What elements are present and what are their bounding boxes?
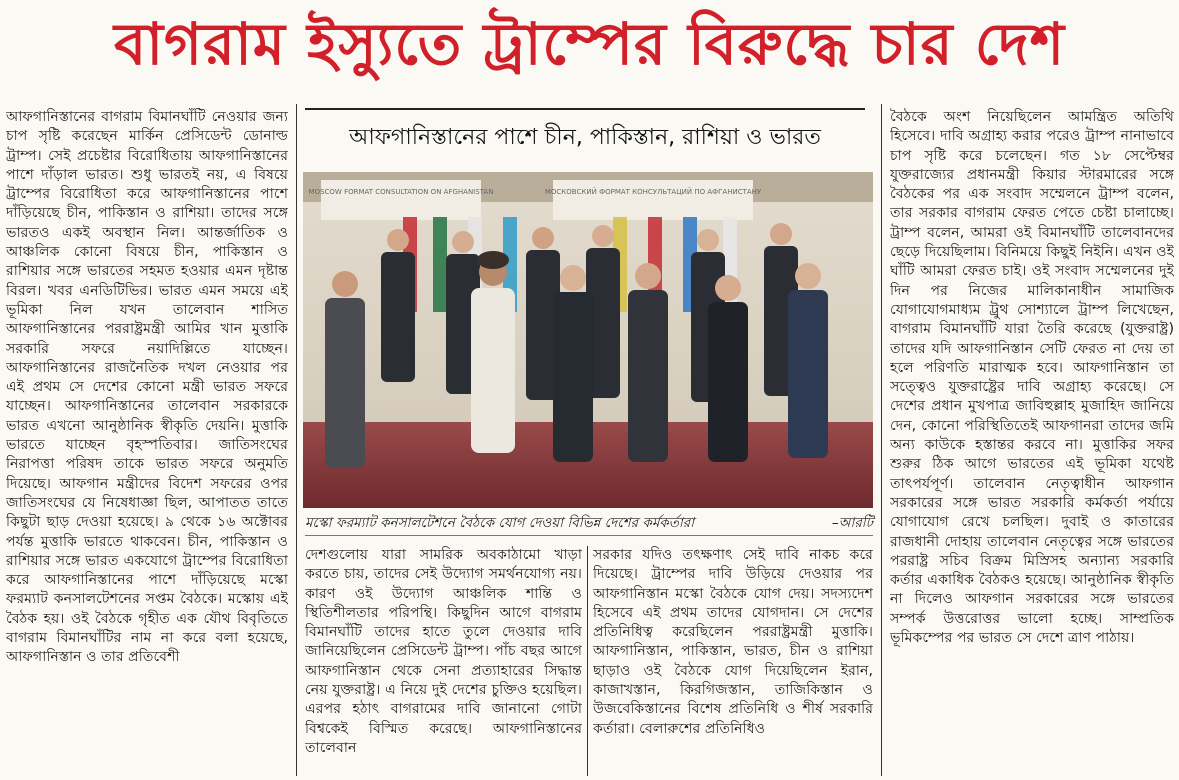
- column-2-text: দেশগুলোয় যারা সামরিক অবকাঠামো খাড়া করতে চায়, তাদের সেই উদ্যোগ সমর্থনযোগ্য নয়। কারণ ওই উদ্যোগ আঞ্চলিক শান্তি ও স্থিতিশীলতার পরিপন্থি। কিছুদিন আগে বাগরাম বিমানঘাঁটি তাদের হাতে তুলে দেওয়ার দাবি জানিয়েছিলেন প্রেসিডেন্ট ট্রাম্প। পাঁচ বছর আগে আফগানিস্তান থেকে সেনা প্রত্যাহারের সিদ্ধান্ত নেয় যুক্তরাষ্ট্র। এ নিয়ে দুই দেশের চুক্তিও হয়েছিল। এরপর হঠাৎ বাগরামের দাবি জানানো গোটা বিশ্বকেই বিস্মিত করেছে। আফগানিস্তানের তালেবান: [305, 547, 582, 756]
- column-divider: [881, 104, 882, 776]
- caption-text: মস্কো ফরম্যাট কনসালটেশনে বৈঠকে যোগ দেওয়া বিভিন্ন দেশের কর্মকর্তারা: [305, 514, 695, 531]
- article-column-2: [305, 546, 582, 776]
- group-photo-illustration: [303, 172, 873, 508]
- backdrop-text-en: MOSCOW FORMAT CONSULTATION ON AFGHANISTAN: [308, 188, 494, 196]
- caption-credit: –আরটি: [831, 514, 873, 531]
- article-column-3: [593, 546, 873, 776]
- news-photo: [303, 172, 873, 508]
- backdrop-text-ru: МОСКОВСКИЙ ФОРМАТ КОНСУЛЬТАЦИЙ ПО АФГАНИСТАНУ: [544, 188, 762, 196]
- subheadline: আফগানিস্তানের পাশে চীন, পাকিস্তান, রাশিয়া ও ভারত: [349, 124, 821, 150]
- photo-caption: [305, 511, 873, 536]
- column-divider: [587, 546, 588, 776]
- article-column-4: [890, 108, 1174, 776]
- column-divider: [296, 104, 297, 776]
- column-4-text: বৈঠকে অংশ নিয়েছিলেন আমন্ত্রিত অতিথি হিসেবে। দাবি অগ্রাহ্য করার পরেও ট্রাম্প নানাভাবে চাপ সৃষ্টি করে চলেছেন। গত ১৮ সেপ্টেম্বর যুক্তরাজ্যের প্রধানমন্ত্রী কিয়ার স্টারমারের সঙ্গে বৈঠকের পর এক সংবাদ সম্মেলনে ট্রাম্প বলেন, তার সরকার বাগরাম ফেরত পেতে চেষ্টা চালাচ্ছে। ট্রাম্প বলেন, আমরা ওই বিমানঘাঁটি তালেবানদের ছেড়ে দিয়েছিলাম। বিনিময়ে কিছুই নিইনি। এখন ওই ঘাঁটি আমরা ফেরত চাই। ওই সংবাদ সম্মেলনের দুই দিন পর নিজের মালিকানাধীন সামাজিক যোগাযোগমাধ্যম ট্রুথ সোশ্যালে ট্রাম্প লিখেছেন, বাগরাম বিমানঘাঁটি যারা তৈরি করেছে (যুক্তরাষ্ট্র) তাদের যদি আফগানিস্তান সেটি ফেরত না দেয় তা হলে পরিণতি মারাত্মক হবে। আফগানিস্তান তা সত্ত্বেও যুক্তরাষ্ট্রের দাবি অগ্রাহ্য করেছে। সে দেশের প্রধান মুখপাত্র জাবিহুল্লাহ মুজাহিদ জানিয়ে দেন, কোনো পরিস্থিতিতেই আফগানরা তাদের জমি অন্য কাউকে হস্তান্তর করবে না। মুত্তাকির সফর শুরুর ঠিক আগে ভারতের এই ভূমিকা যথেষ্ট তাৎপর্যপূর্ণ। তালেবান নেতৃত্বাধীন আফগান সরকারের সঙ্গে ভারত সরকারি কর্মকর্তা পর্যায়ে যোগাযোগ রেখে চলছিল। দুবাই ও কাতারের রাজধানী দোহায় তালেবান নেতৃত্বের সঙ্গে ভারতের পররাষ্ট্র সচিব বিক্রম মিস্রিসহ অন্যান্য সরকারি কর্তার একাধিক বৈঠকও হয়েছে। আনুষ্ঠানিক স্বীকৃতি না দিলেও আফগান সরকারের সঙ্গে ভারতের সম্পর্ক উত্তরোত্তর ভালো হচ্ছে। সাম্প্রতিক ভূমিকম্পের পর ভারত সে দেশে ত্রাণ পাঠায়।: [890, 109, 1174, 647]
- article-column-1: [6, 108, 288, 776]
- subheadline-box: [305, 108, 865, 166]
- column-1-text: আফগানিস্তানের বাগরাম বিমানঘাঁটি নেওয়ার জন্য চাপ সৃষ্টি করেছেন মার্কিন প্রেসিডেন্ট ডোনাল্ড ট্রাম্প। সেই প্রচেষ্টার বিরোধিতায় আফগানিস্তানের পাশে দাঁড়াল ভারত। শুধু ভারতই নয়, এ বিষয়ে ট্রাম্পের বিরোধিতা করে আফগানিস্তানের পাশে দাঁড়িয়েছে চীন, পাকিস্তান ও রাশিয়া। তাদের সঙ্গে ভারতও একই অবস্থান নিল। আন্তর্জাতিক ও আঞ্চলিক কোনো বিষয়ে চীন, পাকিস্তান ও রাশিয়ার সঙ্গে ভারতের সহমত হওয়ার এমন দৃষ্টান্ত বিরল। খবর এনডিটিভির। ভারত এমন সময়ে এই ভূমিকা নিল যখন তালেবান শাসিত আফগানিস্তানের পররাষ্ট্রমন্ত্রী আমির খান মুত্তাকি সরকারি সফরে নয়াদিল্লিতে যাচ্ছেন। আফগানিস্তানের রাজনৈতিক দখল নেওয়ার পর এই প্রথম সে দেশের কোনো মন্ত্রী ভারত সফরে যাচ্ছেন। আফগানিস্তানের তালেবান সরকারকে ভারত এখনো আনুষ্ঠানিক স্বীকৃতি দেয়নি। মুত্তাকি ভারতে যাচ্ছেন বৃহস্পতিবার। জাতিসংঘের নিরাপত্তা পরিষদ তাকে ভারত সফরে অনুমতি দিয়েছে। আফগান মন্ত্রীদের বিদেশ সফরের ওপর জাতিসংঘের যে নিষেধাজ্ঞা ছিল, আপাতত তাতে কিছুটা ছাড় দেওয়া হয়েছে। ৯ থেকে ১৬ অক্টোবর পর্যন্ত মুত্তাকি ভারতে থাকবেন। চীন, পাকিস্তান ও রাশিয়ার সঙ্গে ভারত একযোগে ট্রাম্পের বিরোধিতা করে আফগানিস্তানের পাশে দাঁড়িয়েছে মস্কো ফরম্যাট কনসালটেশনের সপ্তম বৈঠকে। মস্কোয় এই বৈঠক হয়। ওই বৈঠকে গৃহীত এক যৌথ বিবৃতিতে বাগরাম বিমানঘাঁটির নাম না করে বলা হয়েছে, আফগানিস্তান ও তার প্রতিবেশী: [6, 109, 288, 666]
- headline: বাগরাম ইস্যুতে ট্রাম্পের বিরুদ্ধে চার দেশ: [113, 9, 1066, 78]
- column-3-text: সরকার যদিও তৎক্ষণাৎ সেই দাবি নাকচ করে দিয়েছে। ট্রাম্পের দাবি উড়িয়ে দেওয়ার পর আফগানিস্তান মস্কো বৈঠকে যোগ দেয়। সদস্যদেশ হিসেবে এই প্রথম তাদের যোগদান। সে দেশের প্রতিনিধিত্ব করেছিলেন পররাষ্ট্রমন্ত্রী মুত্তাকি। আফগানিস্তান, পাকিস্তান, ভারত, চীন ও রাশিয়া ছাড়াও ওই বৈঠকে যোগ দিয়েছিলেন ইরান, কাজাখস্তান, কিরগিজস্তান, তাজিকিস্তান ও উজবেকিস্তানের বিশেষ প্রতিনিধি ও শীর্ষ সরকারি কর্তারা। বেলারুশের প্রতিনিধিও: [593, 547, 873, 737]
